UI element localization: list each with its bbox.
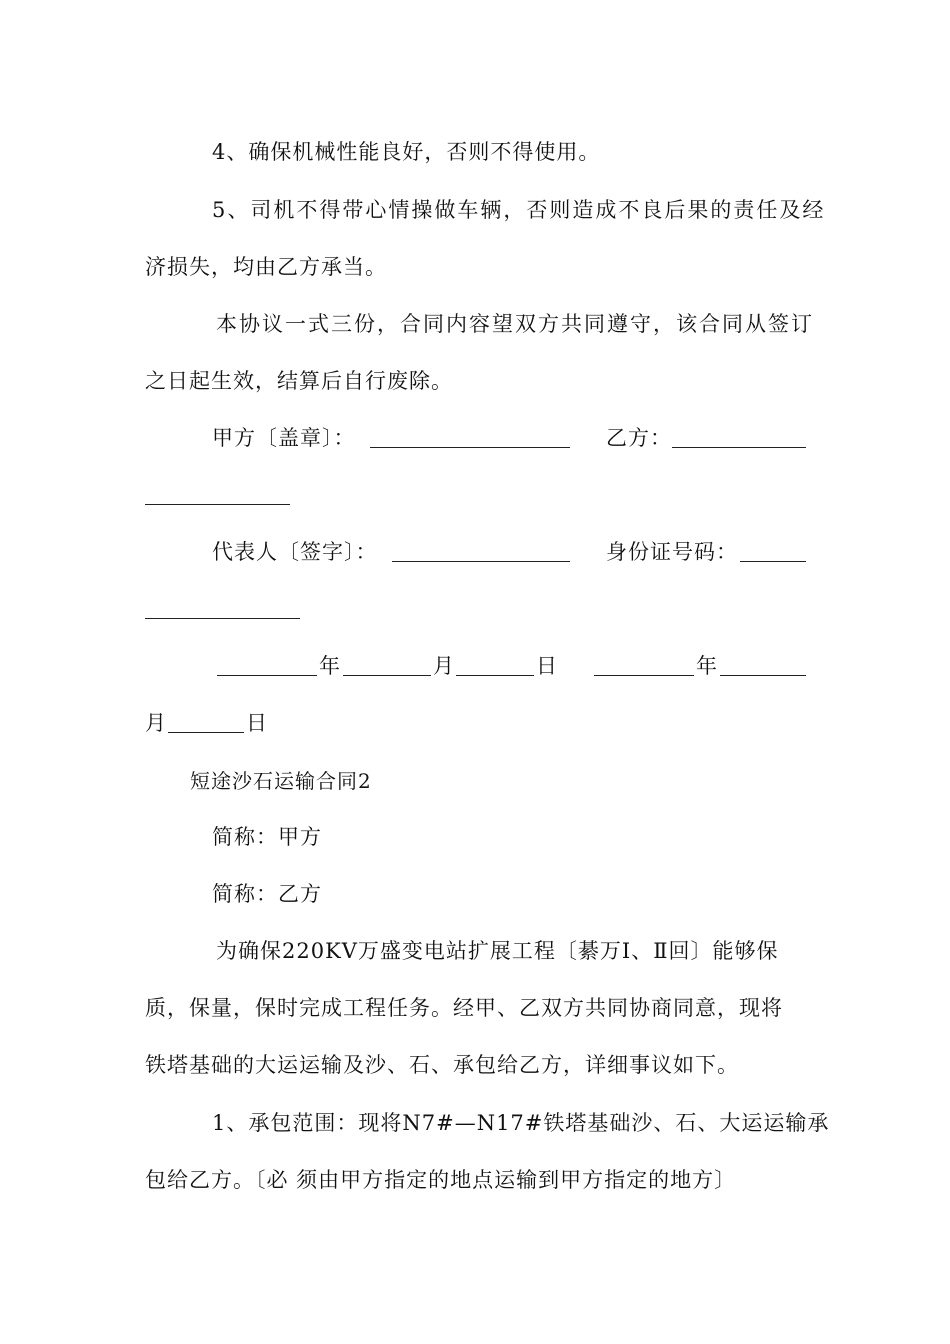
party-b-blank-continued[interactable]: [145, 503, 290, 505]
id-number-blank[interactable]: [740, 560, 806, 562]
clause-5-line-2: 济损失，均由乙方承当。: [145, 255, 387, 279]
date-a-month-label: 月: [433, 654, 455, 678]
date-b-month-label: 月: [145, 711, 167, 735]
party-b-label: 乙方：: [606, 426, 672, 450]
date-a-day-label: 日: [536, 654, 558, 678]
date-a-month-blank[interactable]: [343, 674, 431, 676]
date-b-month-blank[interactable]: [720, 674, 806, 676]
contract-2-party-a: 简称：甲方: [212, 825, 322, 849]
date-b-day-label: 日: [246, 711, 268, 735]
contract-2-party-b: 简称：乙方: [212, 882, 322, 906]
date-b-year-blank[interactable]: [594, 674, 694, 676]
party-a-seal-blank[interactable]: [370, 446, 570, 448]
representative-label: 代表人〔签字〕：: [212, 540, 378, 564]
id-number-label: 身份证号码：: [606, 540, 738, 564]
date-b-year-label: 年: [696, 654, 718, 678]
date-a-day-blank[interactable]: [456, 674, 534, 676]
party-b-blank[interactable]: [672, 446, 806, 448]
representative-blank[interactable]: [392, 560, 570, 562]
contract-2-intro-line-3: 铁塔基础的大运运输及沙、石、承包给乙方，详细事议如下。: [145, 1053, 739, 1077]
clause-4: 4、确保机械性能良好，否则不得使用。: [212, 140, 601, 164]
id-number-blank-continued[interactable]: [145, 617, 300, 619]
date-a-year-blank[interactable]: [217, 674, 317, 676]
contract-2-scope-line-1: 1、承包范围：现将N7#—N17#铁塔基础沙、石、大运运输承: [212, 1111, 830, 1135]
agreement-line-2: 之日起生效，结算后自行废除。: [145, 369, 453, 393]
contract-2-intro-line-1: 为确保220KV万盛变电站扩展工程〔綦万Ⅰ、Ⅱ回〕能够保: [216, 939, 779, 963]
agreement-line-1: 本协议一式三份，合同内容望双方共同遵守，该合同从签订: [216, 312, 814, 336]
contract-2-intro-line-2: 质，保量，保时完成工程任务。经甲、乙双方共同协商同意，现将: [145, 996, 783, 1020]
date-a-year-label: 年: [319, 654, 341, 678]
date-b-day-blank[interactable]: [168, 731, 244, 733]
clause-5-line-1: 5、司机不得带心情操做车辆，否则造成不良后果的责任及经: [212, 198, 826, 222]
party-a-seal-label: 甲方〔盖章〕：: [212, 426, 356, 450]
contract-2-scope-line-2: 包给乙方。〔必 须由甲方指定的地点运输到甲方指定的地方〕: [145, 1168, 737, 1192]
contract-2-title: 短途沙石运输合同2: [190, 769, 372, 793]
